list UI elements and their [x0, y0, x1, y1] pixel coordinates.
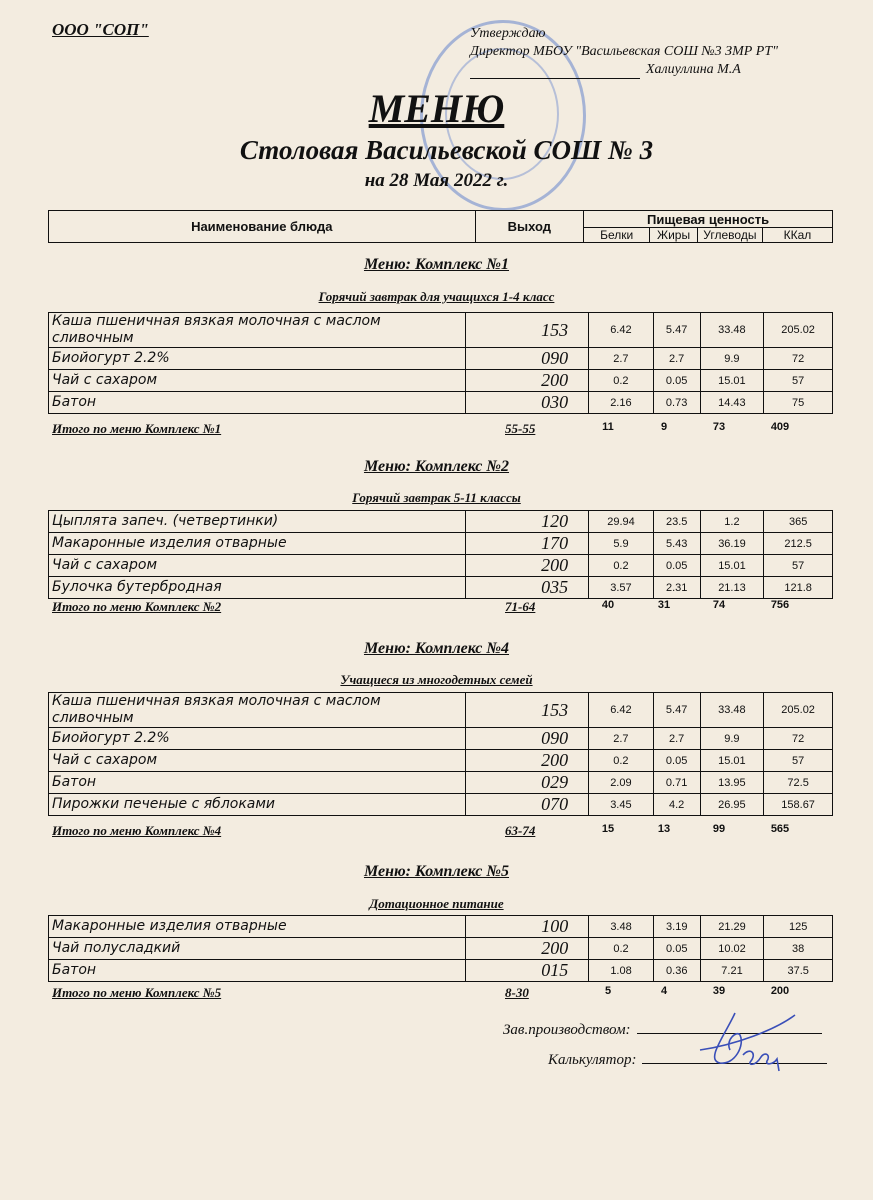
dish-protein: 0.2 — [589, 370, 654, 392]
dish-name: Биойогурт 2.2% — [49, 348, 466, 370]
dish-name: Макаронные изделия отварные — [49, 916, 466, 938]
section-total — [52, 823, 832, 839]
total-value-c: 73 — [712, 421, 726, 433]
dish-carbs: 15.01 — [700, 370, 764, 392]
table-row — [49, 370, 833, 392]
dish-carbs: 14.43 — [700, 392, 764, 414]
dish-kcal: 37.5 — [764, 960, 833, 982]
dish-protein: 1.08 — [589, 960, 654, 982]
dish-protein: 0.2 — [589, 555, 654, 577]
dish-carbs: 21.13 — [700, 577, 764, 599]
dish-name: Батон — [49, 960, 466, 982]
total-label: Итого по меню Комплекс №2 — [52, 599, 222, 614]
dish-output: 100 — [465, 916, 588, 938]
dish-protein: 2.09 — [589, 772, 654, 794]
dish-kcal: 72 — [764, 728, 833, 750]
dish-fat: 5.47 — [653, 693, 700, 728]
dish-fat: 3.19 — [653, 916, 700, 938]
total-label: Итого по меню Комплекс №4 — [52, 823, 222, 838]
dish-kcal: 365 — [764, 511, 833, 533]
header-fat: Жиры — [650, 228, 698, 243]
approval-block — [470, 25, 778, 79]
dish-fat: 5.43 — [653, 533, 700, 555]
total-value-b: 15 — [601, 823, 615, 835]
table-row — [49, 916, 833, 938]
dish-kcal: 121.8 — [764, 577, 833, 599]
table-row — [49, 772, 833, 794]
dish-name: Чай полусладкий — [49, 938, 466, 960]
dish-protein: 0.2 — [589, 750, 654, 772]
dish-kcal: 72.5 — [764, 772, 833, 794]
dish-carbs: 13.95 — [700, 772, 764, 794]
total-value-k: 200 — [770, 985, 790, 997]
dish-protein: 2.7 — [589, 348, 654, 370]
handwritten-signature — [695, 1005, 805, 1075]
section-title: Меню: Комплекс №4 — [363, 640, 510, 657]
dish-kcal: 38 — [764, 938, 833, 960]
total-value-f: 4 — [660, 985, 668, 997]
dish-name: Батон — [49, 772, 466, 794]
table-row — [49, 577, 833, 599]
dish-protein: 6.42 — [589, 313, 654, 348]
total-value-k: 756 — [770, 599, 790, 611]
group-title: Дотационное питание — [369, 896, 504, 911]
dish-fat: 4.2 — [653, 794, 700, 816]
column-header-table — [48, 210, 833, 243]
dish-output: 153 — [465, 313, 588, 348]
calculator-label: Калькулятор: — [548, 1052, 637, 1068]
dish-name: Цыплята запеч. (четвертинки) — [49, 511, 466, 533]
dish-protein: 3.48 — [589, 916, 654, 938]
dish-output: 090 — [465, 348, 588, 370]
total-value-b: 40 — [601, 599, 615, 611]
dish-output: 200 — [465, 555, 588, 577]
dish-fat: 0.73 — [653, 392, 700, 414]
total-value-c: 99 — [712, 823, 726, 835]
dish-fat: 0.71 — [653, 772, 700, 794]
total-value-f: 9 — [660, 421, 668, 433]
dish-name: Биойогурт 2.2% — [49, 728, 466, 750]
dish-protein: 2.16 — [589, 392, 654, 414]
section-total — [52, 599, 832, 615]
dish-carbs: 1.2 — [700, 511, 764, 533]
menu-table — [48, 692, 833, 816]
dish-carbs: 9.9 — [700, 728, 764, 750]
dish-protein: 3.45 — [589, 794, 654, 816]
table-row — [49, 348, 833, 370]
section-title: Меню: Комплекс №1 — [363, 256, 510, 273]
table-row — [49, 960, 833, 982]
total-value-c: 74 — [712, 599, 726, 611]
header-dish-name: Наименование блюда — [49, 211, 476, 243]
approval-label: Утверждаю — [470, 26, 546, 41]
dish-carbs: 9.9 — [700, 348, 764, 370]
header-protein: Белки — [584, 228, 650, 243]
dish-fat: 23.5 — [653, 511, 700, 533]
table-row — [49, 794, 833, 816]
approval-director: Директор МБОУ "Васильевская СОШ №3 ЗМР РТ" — [470, 44, 778, 59]
dish-output: 015 — [465, 960, 588, 982]
dish-output: 153 — [465, 693, 588, 728]
menu-date: на 28 Мая 2022 г. — [364, 170, 509, 191]
dish-output: 200 — [465, 750, 588, 772]
dish-fat: 2.31 — [653, 577, 700, 599]
table-row — [49, 693, 833, 728]
dish-kcal: 212.5 — [764, 533, 833, 555]
dish-protein: 29.94 — [589, 511, 654, 533]
dish-carbs: 15.01 — [700, 555, 764, 577]
dish-name: Макаронные изделия отварные — [49, 533, 466, 555]
dish-protein: 0.2 — [589, 938, 654, 960]
section-title: Меню: Комплекс №5 — [363, 863, 510, 880]
total-label: Итого по меню Комплекс №5 — [52, 985, 222, 1000]
dish-name: Чай с сахаром — [49, 750, 466, 772]
dish-kcal: 158.67 — [764, 794, 833, 816]
dish-name: Батон — [49, 392, 466, 414]
dish-name: Каша пшеничная вязкая молочная с маслом сливочным — [49, 313, 466, 348]
total-output: 8-30 — [505, 985, 529, 1000]
dish-protein: 5.9 — [589, 533, 654, 555]
dish-protein: 3.57 — [589, 577, 654, 599]
dish-name: Каша пшеничная вязкая молочная с маслом сливочным — [49, 693, 466, 728]
dish-kcal: 125 — [764, 916, 833, 938]
dish-kcal: 57 — [764, 370, 833, 392]
dish-protein: 2.7 — [589, 728, 654, 750]
dish-carbs: 10.02 — [700, 938, 764, 960]
total-value-c: 39 — [712, 985, 726, 997]
dish-carbs: 36.19 — [700, 533, 764, 555]
group-title: Учащиеся из многодетных семей — [340, 672, 533, 687]
dish-fat: 0.36 — [653, 960, 700, 982]
dish-fat: 2.7 — [653, 348, 700, 370]
table-row — [49, 511, 833, 533]
menu-table — [48, 915, 833, 982]
dish-fat: 2.7 — [653, 728, 700, 750]
organization-name: ООО "СОП" — [52, 20, 149, 39]
table-row — [49, 533, 833, 555]
dish-name: Булочка бутербродная — [49, 577, 466, 599]
group-title: Горячий завтрак 5-11 классы — [352, 490, 521, 505]
menu-table — [48, 510, 833, 599]
dish-carbs: 33.48 — [700, 313, 764, 348]
header-carbs: Углеводы — [697, 228, 762, 243]
total-value-b: 11 — [602, 421, 614, 433]
dish-fat: 0.05 — [653, 555, 700, 577]
total-output: 55-55 — [505, 421, 536, 436]
total-value-k: 409 — [770, 421, 790, 433]
section-total — [52, 421, 832, 437]
dish-output: 030 — [465, 392, 588, 414]
table-row — [49, 728, 833, 750]
dish-fat: 0.05 — [653, 370, 700, 392]
header-output: Выход — [475, 211, 584, 243]
table-row — [49, 750, 833, 772]
dish-kcal: 205.02 — [764, 693, 833, 728]
dish-kcal: 57 — [764, 555, 833, 577]
dish-output: 029 — [465, 772, 588, 794]
header-kcal: ККал — [762, 228, 832, 243]
total-value-f: 13 — [657, 823, 671, 835]
dish-carbs: 33.48 — [700, 693, 764, 728]
table-row — [49, 555, 833, 577]
dish-kcal: 57 — [764, 750, 833, 772]
dish-output: 070 — [465, 794, 588, 816]
section-title: Меню: Комплекс №2 — [363, 458, 510, 475]
dish-fat: 0.05 — [653, 750, 700, 772]
dish-output: 090 — [465, 728, 588, 750]
dish-carbs: 26.95 — [700, 794, 764, 816]
dish-kcal: 72 — [764, 348, 833, 370]
dish-protein: 6.42 — [589, 693, 654, 728]
dish-name: Чай с сахаром — [49, 555, 466, 577]
dish-name: Пирожки печеные с яблоками — [49, 794, 466, 816]
total-value-f: 31 — [657, 599, 671, 611]
total-output: 63-74 — [505, 823, 536, 838]
total-label: Итого по меню Комплекс №1 — [52, 421, 222, 436]
dish-kcal: 205.02 — [764, 313, 833, 348]
dish-kcal: 75 — [764, 392, 833, 414]
dish-fat: 5.47 — [653, 313, 700, 348]
table-row — [49, 313, 833, 348]
total-output: 71-64 — [505, 599, 536, 614]
section-total — [52, 985, 832, 1001]
group-title: Горячий завтрак для учащихся 1-4 класс — [318, 289, 555, 304]
dish-output: 200 — [465, 938, 588, 960]
dish-output: 200 — [465, 370, 588, 392]
dish-output: 120 — [465, 511, 588, 533]
dish-name: Чай с сахаром — [49, 370, 466, 392]
total-value-k: 565 — [770, 823, 790, 835]
menu-table — [48, 312, 833, 414]
approval-signature-line — [470, 78, 640, 79]
page-title: МЕНЮ — [368, 86, 505, 131]
dish-fat: 0.05 — [653, 938, 700, 960]
dish-carbs: 15.01 — [700, 750, 764, 772]
production-manager-label: Зав.производством: — [503, 1022, 631, 1038]
total-value-b: 5 — [604, 985, 612, 997]
table-row — [49, 392, 833, 414]
dish-output: 035 — [465, 577, 588, 599]
approval-director-name: Халиуллина М.А — [646, 62, 741, 77]
header-nutrition: Пищевая ценность — [584, 211, 833, 228]
dish-carbs: 7.21 — [700, 960, 764, 982]
dish-output: 170 — [465, 533, 588, 555]
page-subtitle: Столовая Васильевской СОШ № 3 — [239, 135, 654, 165]
table-row — [49, 938, 833, 960]
dish-carbs: 21.29 — [700, 916, 764, 938]
